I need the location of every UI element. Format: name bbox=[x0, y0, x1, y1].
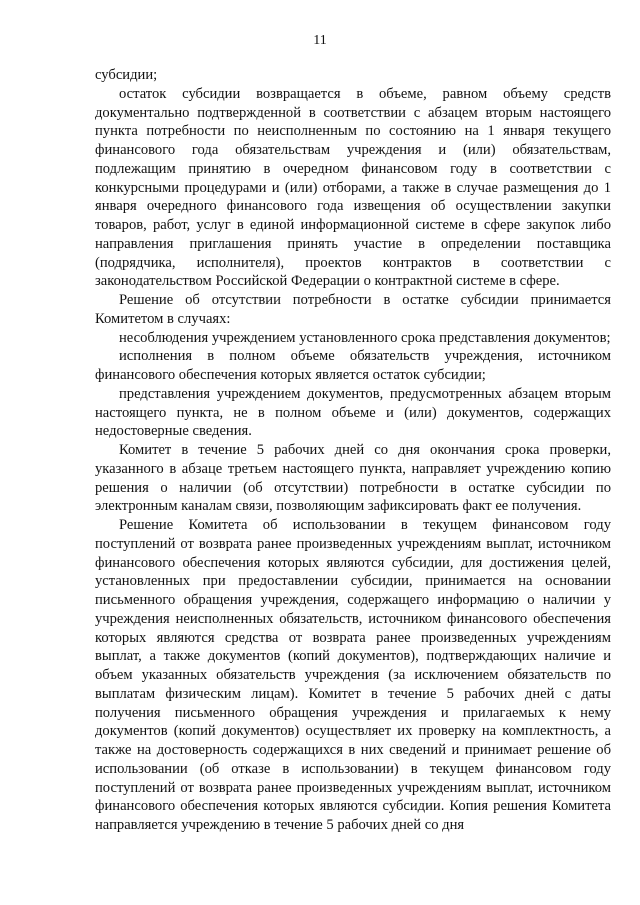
paragraph-committee-decision: Решение Комитета об использовании в текущем финансовом году поступлений от возврата ранее произведенных учреждениям выплат, источником финансового обеспечения которых являются субсидии, для достижения целей, установленных при предоставлении субсидии, принимается на основании письменного обращения учреждения, содержащего информацию о наличии у учреждения неисполненных обязательств, источником финансового обеспечения которых являются средства от возврата ранее произведенных учреждениям выплат, а также документов (копий документов), подтверждающих наличие и объем указанных обязательств учреждения (за исключением обязательств по выплатам физическим лицам). Комитет в течение 5 рабочих дней с даты получения письменного обращения учреждения и прилагаемых к нему документов (копий документов) осуществляет их проверку на комплектность, а также на достоверность содержащихся в них сведений и принимает решение об использовании (об отказе в использовании) в текущем финансовом году поступлений от возврата ранее произведенных учреждениям выплат, источником финансового обеспечения которых являются субсидии. Копия решения Комитета направляется учреждению в течение 5 рабочих дней со дня bbox=[95, 517, 611, 833]
paragraph-committee-notification: Комитет в течение 5 рабочих дней со дня окончания срока проверки, указанного в абзаце третьем настоящего пункта, направляет учреждению копию решения о наличии (об отсутствии) потребности в остатке субсидии по электронным каналам связи, позволяющим зафиксировать факт ее получения. bbox=[95, 442, 611, 515]
paragraph-case-deadline: несоблюдения учреждением установленного срока представления документов; bbox=[119, 329, 611, 346]
paragraph-subsidy-remainder: остаток субсидии возвращается в объеме, равном объему средств документально подтвержденной в соответствии с абзацем вторым настоящего пункта потребности по неисполненным по состоянию на 1 января текущего финансового года обязательствам учреждения и (или) обязательствам, подлежащим принятию в очередном финансовом году в соответствии с конкурсными процедурами и (или) отборами, а также в случае размещения до 1 января очередного финансового года извещения об осуществлении закупки товаров, работ, услуг в единой информационной системе в сфере закупок либо направления приглашения принять участие в определении поставщика (подрядчика, исполнителя), проектов контрактов в соответствии с законодательством Российской Федерации о контрактной системе в сфере. bbox=[95, 85, 611, 290]
page-number: 11 bbox=[313, 33, 327, 48]
paragraph-case-incomplete-docs: представления учреждением документов, предусмотренных абзацем вторым настоящего пункта, не в полном объеме и (или) документов, содержащих недостоверные сведения. bbox=[95, 385, 611, 440]
paragraph-no-need-decision: Решение об отсутствии потребности в остатке субсидии принимается Комитетом в случаях: bbox=[95, 292, 611, 327]
paragraph-case-fulfilled: исполнения в полном объеме обязательств учреждения, источником финансового обеспечения которых является остаток субсидии; bbox=[95, 348, 611, 383]
paragraph-subsidy-continuation: субсидии; bbox=[95, 67, 158, 83]
document-body bbox=[95, 66, 611, 835]
